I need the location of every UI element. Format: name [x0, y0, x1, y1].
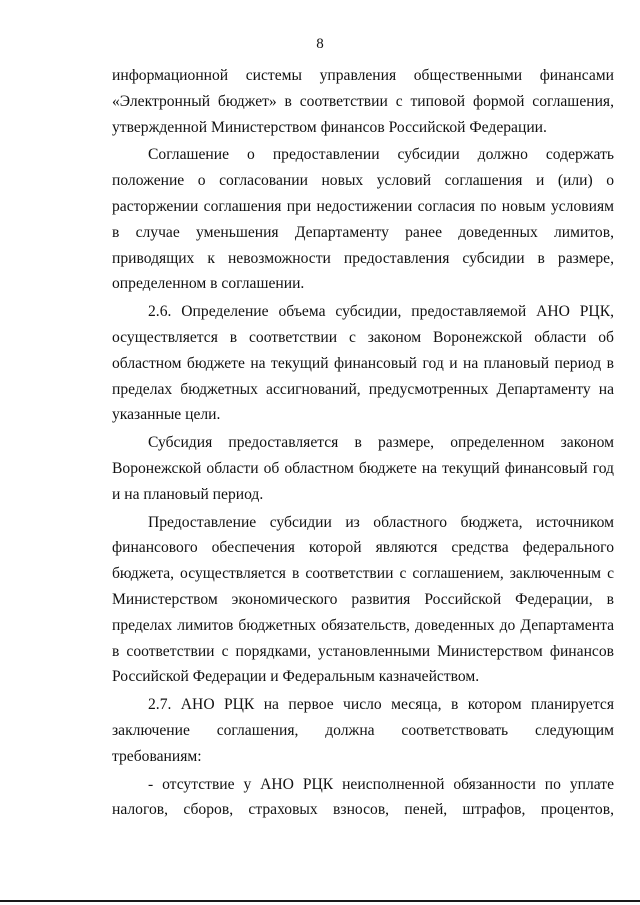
paragraph-2-6: 2.6. Определение объема субсидии, предоставляемой АНО РЦК, осуществляется в соответствии с законом Воронежской области об областном бюджете на текущий финансовый год и на плановый период в пределах бюджетных ассигнований, предусмотренных Департаменту на указанные цели.: [112, 303, 614, 424]
paragraph-agreement-terms: Соглашение о предоставлении субсидии должно содержать положение о согласовании новых условий соглашения и (или) о расторжении соглашения при недостижении согласия по новым условиям в случае уменьшения Департаменту ранее доведенных лимитов, приводящих к невозможности предоставления субсидии в размере, определенном в соглашении.: [112, 146, 614, 293]
document-body: [112, 63, 614, 825]
paragraph-federal-funding: Предоставление субсидии из областного бюджета, источником финансового обеспечения которой являются средства федерального бюджета, осуществляется в соответствии с соглашением, заключенным с Министерством экономического развития Российской Федерации, в пределах лимитов бюджетных обязательств, доведенных до Департамента в соответствии с порядками, установленными Министерством финансов Российской Федерации и Федеральным казначейством.: [112, 513, 614, 686]
paragraph-2-7: 2.7. АНО РЦК на первое число месяца, в котором планируется заключение соглашения, должна соответствовать следующим требованиям:: [112, 696, 614, 765]
list-item-tax-obligations: - отсутствие у АНО РЦК неисполненной обязанности по уплате налогов, сборов, страховых взносов, пеней, штрафов, процентов,: [112, 775, 614, 819]
paragraph-continuation: информационной системы управления общественными финансами «Электронный бюджет» в соответствии с типовой формой соглашения, утвержденной Министерством финансов Российской Федерации.: [112, 67, 614, 136]
page-number: 8: [316, 36, 324, 52]
paragraph-subsidy-amount: Субсидия предоставляется в размере, определенном законом Воронежской области об областном бюджете на текущий финансовый год и на плановый период.: [112, 434, 614, 503]
page-bottom-edge: [0, 900, 640, 902]
